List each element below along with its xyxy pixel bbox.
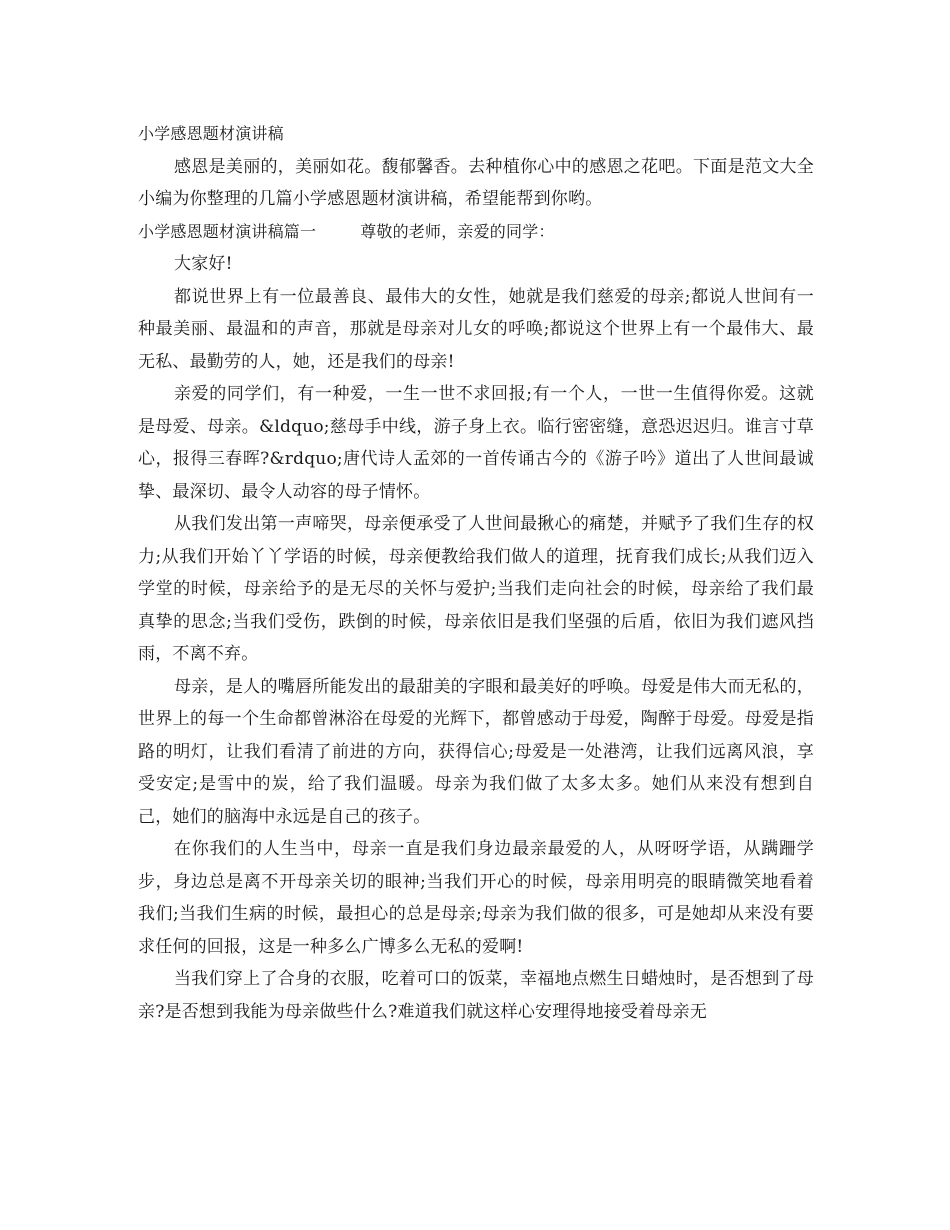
paragraph-6: 当我们穿上了合身的衣服，吃着可口的饭菜，幸福地点燃生日蜡烛时，是否想到了母亲?是否想到我能为母亲做些什么?难道我们就这样心安理得地接受着母亲无 [138, 969, 814, 1022]
paragraph-4: 母亲，是人的嘴唇所能发出的最甜美的字眼和最美好的呼唤。母爱是伟大而无私的，世界上的每一个生命都曾淋浴在母爱的光辉下，都曾感动于母爱，陶醉于母爱。母爱是指路的明灯，让我们看清了前进的方向，获得信心;母爱是一处港湾，让我们远离风浪，享受安定;是雪中的炭，给了我们温暖。母亲为我们做了太多太多。她们从来没有想到自己，她们的脑海中永远是自己的孩子。 [138, 676, 814, 827]
section-heading: 小学感恩题材演讲稿篇一 [138, 221, 317, 241]
salutation: 尊敬的老师，亲爱的同学： [360, 221, 555, 241]
paragraph-greeting: 大家好! [174, 254, 233, 274]
section-heading-row [138, 216, 814, 249]
document-title: 小学感恩题材演讲稿 [138, 124, 284, 143]
document-body [138, 118, 814, 1028]
paragraph-1: 都说世界上有一位最善良、最伟大的女性，她就是我们慈爱的母亲;都说人世间有一种最美丽、最温和的声音，那就是母亲对儿女的呼唤;都说这个世界上有一个最伟大、最无私、最勤劳的人，她，还是我们的母亲! [138, 286, 814, 372]
paragraph-3: 从我们发出第一声啼哭，母亲便承受了人世间最揪心的痛楚，并赋予了我们生存的权力;从我们开始丫丫学语的时候，母亲便教给我们做人的道理，抚育我们成长;从我们迈入学堂的时候，母亲给予的是无尽的关怀与爱护;当我们走向社会的时候，母亲给了我们最真挚的思念;当我们受伤，跌倒的时候，母亲依旧是我们坚强的后盾，依旧为我们遮风挡雨，不离不弃。 [138, 514, 814, 664]
paragraph-5: 在你我们的人生当中，母亲一直是我们身边最亲最爱的人，从呀呀学语，从蹒跚学步，身边总是离不开母亲关切的眼神;当我们开心的时候，母亲用明亮的眼睛微笑地看着我们;当我们生病的时候，最担心的总是母亲;母亲为我们做的很多，可是她却从来没有要求任何的回报，这是一种多么广博多么无私的爱啊! [138, 839, 814, 957]
paragraph-2: 亲爱的同学们，有一种爱，一生一世不求回报;有一个人，一世一生值得你爱。这就是母爱、母亲。&ldquo;慈母手中线，游子身上衣。临行密密缝，意恐迟迟归。谁言寸草心，报得三春晖?&rdquo;唐代诗人孟郊的一首传诵古今的《游子吟》道出了人世间最诚挚、最深切、最令人动容的母子情怀。 [138, 384, 814, 502]
intro-paragraph: 感恩是美丽的，美丽如花。馥郁馨香。去种植你心中的感恩之花吧。下面是范文大全小编为你整理的几篇小学感恩题材演讲稿，希望能帮到你哟。 [138, 156, 814, 209]
